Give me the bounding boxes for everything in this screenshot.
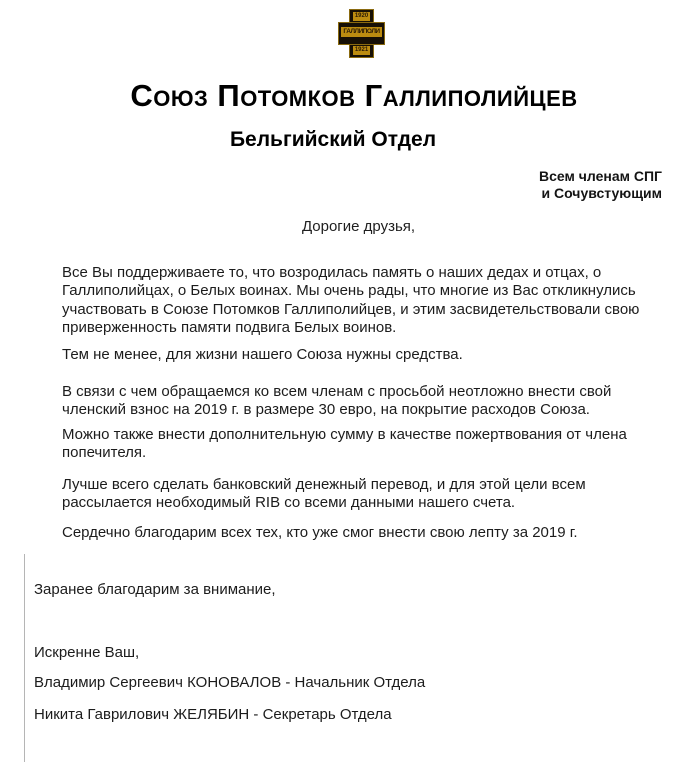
paragraph-line: рассылается необходимый RIB со всеми данными нашего счета. [62, 494, 516, 512]
signature-secretary: Никита Гаврилович ЖЕЛЯБИН - Секретарь Отдела [34, 706, 392, 723]
cross-year-bottom: 1921 [354, 47, 369, 53]
paragraph-line: Все Вы поддерживаете то, что возродилась память о наших дедах и отцах, о [62, 264, 602, 281]
paragraph-line: участвовать в Союзе Потомков Галлиполийцев, и этим засвидетельствовали свою [62, 300, 640, 318]
addressee-line-1: Всем членам СПГ [539, 168, 662, 184]
cross-year-top: 1920 [354, 13, 369, 19]
paragraph-membership-fee [62, 383, 652, 420]
paragraph-line: приверженность памяти подвига Белых воинов. [62, 319, 397, 337]
paragraph-line: Галлиполийцах, о Белых воинах. Мы очень рады, что многие из Вас откликнулись [62, 282, 636, 300]
addressee-block [539, 168, 662, 202]
paragraph-line: Можно также внести дополнительную сумму в качестве пожертвования от члена [62, 426, 627, 443]
margin-rule [24, 554, 25, 762]
salutation: Дорогие друзья, [301, 218, 416, 235]
signature-chief: Владимир Сергеевич КОНОВАЛОВ - Начальник Отдела [34, 674, 426, 691]
cross-label: ГАЛЛИПОЛИ [341, 27, 382, 37]
paragraph-line: Тем не менее, для жизни нашего Союза нужны средства. [62, 346, 463, 363]
closing-sincerely: Искренне Ваш, [34, 644, 140, 661]
addressee-line-2: и Сочувстующим [541, 185, 662, 201]
paragraph-donation [62, 426, 652, 463]
paragraph-bank-transfer [62, 476, 652, 513]
branch-title: Бельгийский Отдел [229, 128, 437, 151]
paragraph-funds-needed [62, 346, 652, 364]
paragraph-support [62, 264, 652, 338]
gallipoli-cross-icon [338, 9, 385, 58]
organization-title: Союз Потомков Галлиполийцев [130, 78, 578, 113]
paragraph-line: Сердечно благодарим всех тех, кто уже смог внести свою лепту за 2019 г. [62, 524, 578, 541]
paragraph-line: членский взнос на 2019 г. в размере 30 евро, на покрытие расходов Союза. [62, 401, 590, 419]
paragraph-line: попечителя. [62, 444, 147, 462]
paragraph-line: В связи с чем обращаемся ко всем членам с просьбой неотложно внести свой [62, 383, 612, 400]
paragraph-thanks-contributors [62, 524, 652, 542]
closing-thanks: Заранее благодарим за внимание, [34, 581, 276, 598]
paragraph-line: Лучше всего сделать банковский денежный перевод, и для этой цели всем [62, 476, 586, 493]
